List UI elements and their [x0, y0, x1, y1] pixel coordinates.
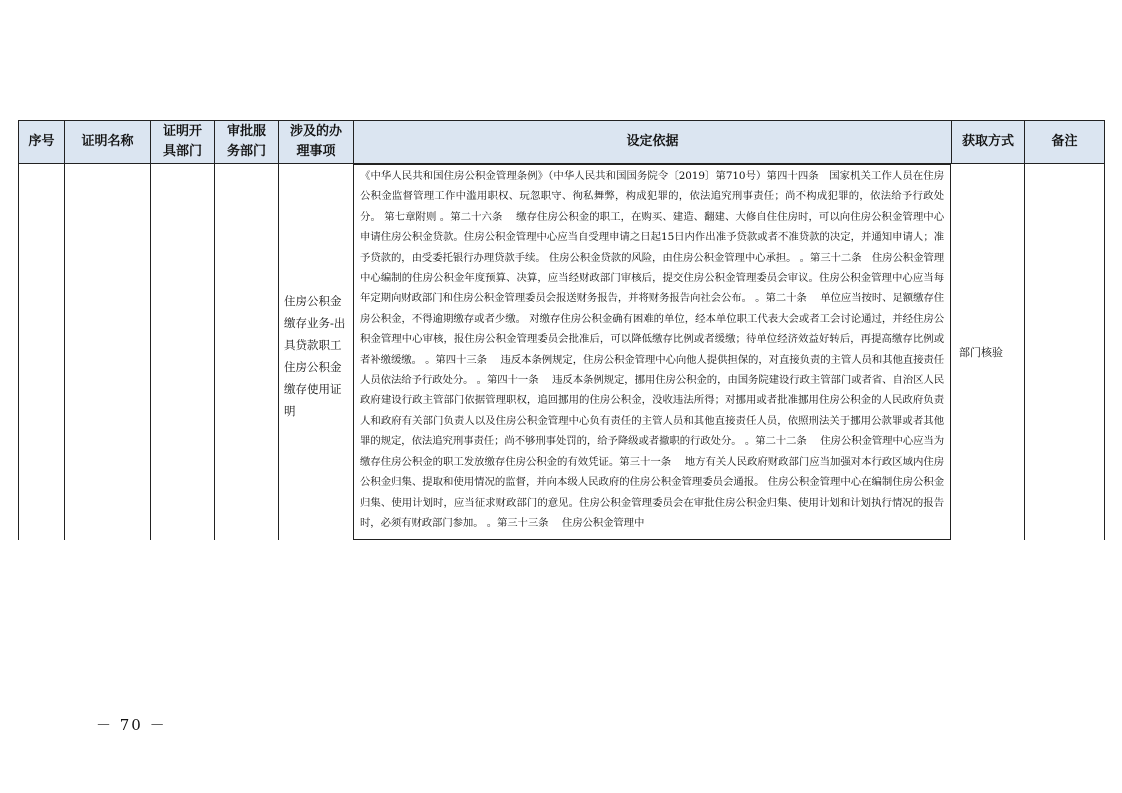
column-divider	[18, 164, 19, 540]
page-number: － 70 －	[96, 716, 167, 734]
header-seq: 序号	[18, 120, 65, 164]
column-divider	[278, 164, 279, 540]
header-remarks: 备注	[1024, 120, 1105, 164]
row-basis: 《中华人民共和国住房公积金管理条例》（中华人民共和国国务院令〔2019〕第710号）第四十四条 国家机关工作人员在住房公积金监督管理工作中滥用职权、玩忽职守、徇私舞弊，构成犯罪的，依法追究刑事责任；尚不构成犯罪的，依法给予行政处分。 第七章附则 。第二十六条 缴存住房公积金的职工，在购买、建造、翻建、大修自住住房时，可以向住房公积金管理中心申请住房公积金贷款。住房公积金管理中心应当自受理申请之日起15日内作出准予贷款或者不准贷款的决定，并通知申请人；准予贷款的，由受委托银行办理贷款手续。 住房公积金贷款的风险，由住房公积金管理中心承担。 。第三十二条 住房公积金管理中心编制的住房公积金年度预算、决算，应当经财政部门审核后，提交住房公积金管理委员会审议。住房公积金管理中心应当每年定期向财政部门和住房公积金管理委员会报送财务报告，并将财务报告向社会公布。 。第二十条 单位应当按时、足额缴存住房公积金，不得逾期缴存或者少缴。 对缴存住房公积金确有困难的单位，经本单位职工代表大会或者工会讨论通过，并经住房公积金管理中心审核，报住房公积金管理委员会批准后，可以降低缴存比例或者缓缴；待单位经济效益好转后，再提高缴存比例或者补缴缓缴。 。第四十三条 违反本条例规定，住房公积金管理中心向他人提供担保的，对直接负责的主管人员和其他直接责任人员依法给予行政处分。 。第四十一条 违反本条例规定，挪用住房公积金的，由国务院建设行政主管部门或者省、自治区人民政府建设行政主管部门依据管理职权，追回挪用的住房公积金，没收违法所得；对挪用或者批准挪用住房公积金的人民政府负责人和政府有关部门负责人以及住房公积金管理中心负有责任的主管人员和其他直接责任人员，依照刑法关于挪用公款罪或者其他罪的规定，依法追究刑事责任；尚不够刑事处罚的，给予降级或者撤职的行政处分。 。第二十二条 住房公积金管理中心应当为缴存住房公积金的职工发放缴存住房公积金的有效凭证。第三十一条 地方有关人民政府财政部门应当加强对本行政区域内住房公积金归集、提取和使用情况的监督，并向本级人民政府的住房公积金管理委员会通报。 住房公积金管理中心在编制住房公积金归集、使用计划时，应当征求财政部门的意见。住房公积金管理委员会在审批住房公积金归集、使用计划和计划执行情况的报告时，必须有财政部门参加。 。第三十三条 住房公积金管理中	[353, 164, 951, 540]
header-matters: 涉及的办理事项	[278, 120, 354, 164]
column-divider	[64, 164, 65, 540]
column-divider	[214, 164, 215, 540]
column-divider	[1104, 164, 1105, 540]
certificate-table	[18, 120, 1105, 540]
header-approval-dept: 审批服务部门	[214, 120, 279, 164]
header-name: 证明名称	[64, 120, 151, 164]
column-divider	[1024, 164, 1025, 540]
row-method: 部门核验	[959, 346, 1003, 359]
header-issuing-dept: 证明开具部门	[150, 120, 215, 164]
row-matters: 住房公积金缴存业务-出具贷款职工住房公积金缴存使用证明	[284, 294, 346, 418]
column-divider	[150, 164, 151, 540]
header-method: 获取方式	[951, 120, 1025, 164]
header-basis: 设定依据	[353, 120, 952, 164]
